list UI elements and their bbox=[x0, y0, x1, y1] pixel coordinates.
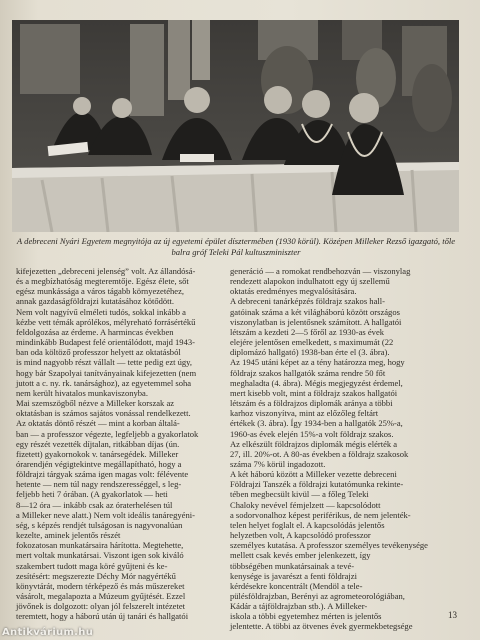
text-line: könyvtárát, modern térképező és más műszereket bbox=[16, 580, 185, 591]
text-line: kenysége is javarészt a fenti földrajzi bbox=[230, 570, 357, 581]
text-line: létszám a kezdeti 2—5 főről az 1930-as évek bbox=[230, 326, 385, 337]
text-line: 8—12 óra — inkább csak az óraterhelésen túl bbox=[16, 499, 173, 510]
text-line: többségében munkatársainak a tevé- bbox=[230, 560, 355, 571]
text-line: létszám és a földrajzos diplomák aránya a többi bbox=[230, 398, 393, 409]
text-line: 1960-as évek elején 15%-a volt földrajz szakos. bbox=[230, 428, 394, 439]
text-line: jelentette. A többi az ötvenes évek gyermekbetegsége bbox=[230, 621, 413, 632]
text-line: oktatásban is számos sajátos vonással rendelkezett. bbox=[16, 408, 191, 419]
text-line: generáció — a romokat rendbehozván — viszonylag bbox=[230, 266, 411, 276]
text-line: ban oda költöző professzor helyett az oktatásból bbox=[16, 347, 181, 358]
text-line: rendezett alapokon indulhatott egy új szellemű bbox=[230, 276, 390, 287]
watermark: Antikvárium.hu bbox=[2, 627, 94, 638]
text-line: és a megbízhatóság megteremtője. Egész élete, sőt bbox=[16, 276, 189, 287]
text-line: a sodorvonalhoz képest periférikus, de nem jelenték- bbox=[230, 509, 411, 520]
text-line: kézbe vett témák aprólékos, mélyreható forrásértékű bbox=[16, 316, 196, 327]
text-line: nem került hivatalos munkaviszonyba. bbox=[16, 387, 148, 398]
text-line: karhoz viszonyítva, mint az előzőleg feltárt bbox=[230, 408, 379, 419]
text-line: iskola a többi egyetemhez mérten is jelentős bbox=[230, 611, 382, 622]
text-line: egy részét vezették díjtalan, ritkábban díjas (ún. bbox=[16, 438, 180, 449]
text-line: elejére jelentősen emelkedett, s maximumát (22 bbox=[230, 337, 394, 348]
text-line: teremtett, hogy a háború után új tanári és hallgatói bbox=[16, 611, 189, 622]
text-line: diplomázó hallgató) 1938-ban érte el (3. ábra). bbox=[230, 347, 390, 358]
text-line: Az oktatás döntő részét — mint a korban általá- bbox=[16, 418, 180, 429]
text-line: értékek (3. ábra). Így 1934-ben a hallgatók 25%-a, bbox=[230, 418, 403, 429]
text-line: gatóinak száma a két világháború között országos bbox=[230, 306, 400, 317]
text-line: mellett csak kevés ember jelenkezett, így bbox=[230, 550, 371, 561]
text-line: annak gazdaságföldrajzi kutatásához kötődött. bbox=[16, 296, 175, 307]
text-line: földrajzi tárgyak száma igen magas volt: félévente bbox=[16, 469, 189, 480]
text-line: is mind nagyobb részt vállalt — tette pedig ezt úgy, bbox=[16, 357, 193, 368]
text-line: A két háború között a Milleker vezette debreceni bbox=[230, 469, 397, 480]
text-line: kérdésekre koncentrált (Mendöl a tele- bbox=[230, 580, 363, 591]
archival-photograph bbox=[12, 20, 459, 232]
right-text-column bbox=[230, 266, 444, 632]
text-line: órarendjén végigtekintve megállapítható, hogy a bbox=[16, 458, 182, 469]
text-line: A debreceni tanárképzés földrajz szakos hall- bbox=[230, 296, 385, 307]
text-line: meghaladta (4. ábra). Mégis megjegyzést érdemel, bbox=[230, 377, 403, 388]
text-line: pülésföldrajzban, Berényi az agrometeorológiában, bbox=[230, 591, 405, 601]
text-line: száma 7% körül ingadozott. bbox=[230, 458, 326, 469]
photo-caption: A debreceni Nyári Egyetem megnyitója az új egyetemi épület dísztermében (1930 körül). Középen Milleker Rezső igazgató, tőle balra gróf Teleki Pál kultuszminiszter bbox=[16, 236, 456, 257]
text-line: Chaloky nevével fémjelzett — kapcsolódott bbox=[230, 499, 381, 510]
text-line: helyzetben volt, A kapcsolódó professzor bbox=[230, 530, 371, 541]
text-line: 27, ill. 20%-ot. A 80-as években a földrajz szakosok bbox=[230, 448, 409, 459]
text-line: ség, s képzés rendjét tulságosan is nagyvonalúan bbox=[16, 519, 183, 530]
text-line: jövőnek is dolgozott: olyan jól felszerelt intézetet bbox=[16, 601, 185, 612]
left-text-column bbox=[16, 266, 228, 621]
text-line: zesítésért: megszerezte Déchy Mór nagyértékű bbox=[16, 570, 176, 581]
text-line: ban — a professzor végezte, legfeljebb a gyakorlatok bbox=[16, 428, 199, 439]
page-number: 13 bbox=[448, 610, 457, 620]
text-line: személyes kutatása. A professzor személyes tevékenysége bbox=[230, 540, 428, 551]
text-line: hogy bár Szapolyai tanítványainak kifejezetten (nem bbox=[16, 367, 197, 378]
text-line: feldolgozása az érdeme. A harmincas években bbox=[16, 326, 174, 337]
text-line: kifejezetten „debreceni jelenség” volt. Az állandósá- bbox=[16, 266, 196, 276]
text-line: telen helyet foglalt el. A kapcsolódás jelentős bbox=[230, 519, 385, 530]
text-line: hetente — nem túl nagy rendszerességgel, s leg- bbox=[16, 479, 182, 490]
text-line: jutott a c. ny. rk. tanársághoz), az egyetemmel soha bbox=[16, 377, 192, 388]
text-line: Mai szemszögből nézve a Milleker korszak az bbox=[16, 398, 175, 409]
text-line: fokozatosan munkatársaira hárította. Megtehette, bbox=[16, 540, 184, 551]
text-line: viszonylatban is jelentősnek számított. A hallgatói bbox=[230, 316, 402, 327]
text-line: mert voltak munkatársai. Viszont igen sok kiváló bbox=[16, 550, 184, 561]
text-line: földrajz szakos hallgatók száma rendre 50 főt bbox=[230, 367, 386, 378]
text-line: kezelte, aminek jelentős részét bbox=[16, 530, 121, 541]
text-line: a Milleker neve alatt.) Nem volt ideális tanáregyéni- bbox=[16, 509, 195, 520]
text-line: oktatás eredményes megvalósítására. bbox=[230, 286, 357, 297]
text-line: Kádár a tájföldrajzban stb.). A Milleker- bbox=[230, 601, 368, 612]
photograph-drawing bbox=[12, 20, 459, 232]
text-line: Az 1945 utáni képet az a tény határozza meg, hogy bbox=[230, 357, 405, 368]
text-line: Nem volt nagyívű elméleti tudós, sokkal inkább a bbox=[16, 306, 186, 317]
text-line: mindinkább Budapest felé orientálódott, majd 1943- bbox=[16, 337, 195, 348]
text-line: szakembert tudott maga köré gyűjteni és ke- bbox=[16, 560, 168, 571]
text-line: mert kisebb volt, mint a földrajz szakos hallgatói bbox=[230, 387, 398, 398]
text-line: feljebb heti 7 órában. (A gyakorlatok — heti bbox=[16, 489, 168, 500]
text-line: Az elkészült földrajzos diplomák mégis elérték a bbox=[230, 438, 398, 449]
text-line: fizetett) gyakornokok v. tanársegédek. Milleker bbox=[16, 448, 179, 459]
text-line: tében megbecsült kivül — a főleg Teleki bbox=[230, 489, 369, 500]
text-line: vásárolt, megalapozta a Múzeum gyűjtését. Ezzel bbox=[16, 591, 186, 601]
text-line: egész munkássága a város tágabb környezetéhez, bbox=[16, 286, 185, 297]
text-line: Földrajzi Tanszék a földrajzi kutatómunka rekinte- bbox=[230, 479, 404, 490]
